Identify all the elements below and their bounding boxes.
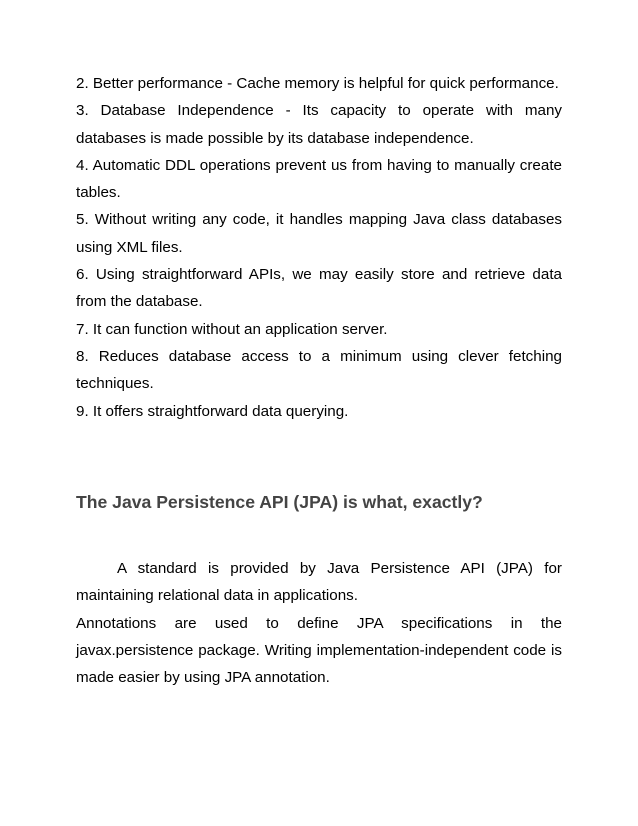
benefits-list xyxy=(76,70,562,425)
list-item: 5. Without writing any code, it handles mapping Java class databases using XML files. xyxy=(76,211,562,256)
list-item: 4. Automatic DDL operations prevent us from having to manually create tables. xyxy=(76,156,562,202)
list-item: 6. Using straightforward APIs, we may easily store and retrieve data from the database. xyxy=(76,266,562,311)
list-item: 7. It can function without an application server. xyxy=(76,320,388,338)
section-paragraph: A standard is provided by Java Persistence API (JPA) for maintaining relational data in applications. xyxy=(76,560,562,605)
section-paragraph: Annotations are used to define JPA specifications in the javax.persistence package. Writing implementation-independent code is made easier by using JPA annotation. xyxy=(76,614,562,687)
document-page xyxy=(76,70,562,687)
section-body xyxy=(76,555,562,691)
list-item: 2. Better performance - Cache memory is helpful for quick performance. xyxy=(76,75,559,92)
list-item: 8. Reduces database access to a minimum using clever fetching techniques. xyxy=(76,347,562,393)
list-item: 3. Database Independence - Its capacity to operate with many databases is made possible by its database independence. xyxy=(76,102,562,147)
list-item: 9. It offers straightforward data querying. xyxy=(76,402,349,420)
section-heading: The Java Persistence API (JPA) is what, exactly? xyxy=(76,492,483,512)
